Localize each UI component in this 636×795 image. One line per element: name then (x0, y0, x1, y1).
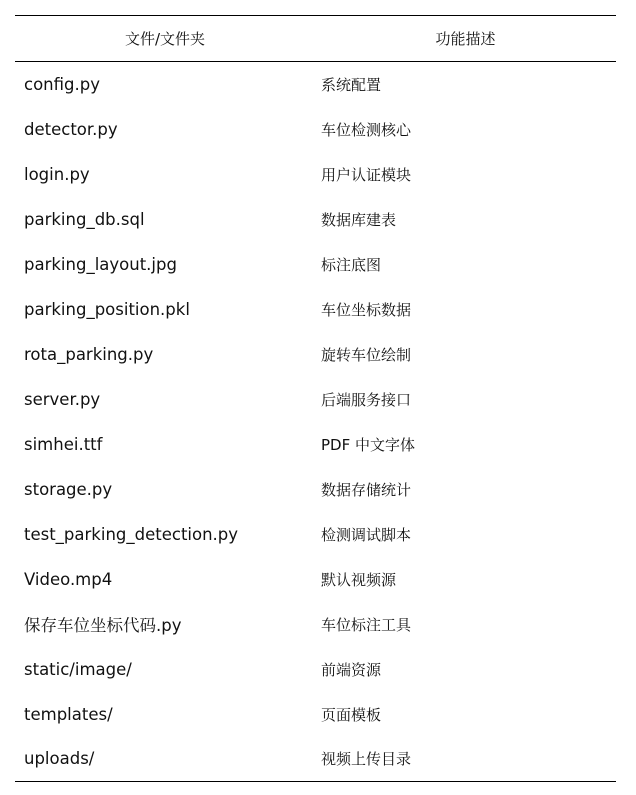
table-row (15, 737, 616, 782)
description-cell: 前端资源 (321, 660, 382, 679)
file-name-cell: parking_db.sql (24, 209, 145, 229)
table-header (15, 16, 616, 62)
table-row (15, 512, 616, 557)
file-name-cell: config.py (24, 74, 100, 94)
description-cell: 数据存储统计 (321, 480, 412, 499)
table-row (15, 197, 616, 242)
file-name-cell: uploads/ (15, 737, 315, 782)
file-name-cell: templates/ (24, 704, 113, 724)
file-description-table-container (15, 15, 616, 782)
table-row (15, 377, 616, 422)
description-cell: 默认视频源 (321, 570, 397, 589)
file-name-cell: 保存车位坐标代码.py (24, 616, 182, 635)
description-cell: 系统配置 (321, 75, 382, 94)
description-cell: 后端服务接口 (321, 390, 412, 409)
file-name-cell: static/image/ (24, 659, 132, 679)
table-row (15, 107, 616, 152)
table-row (15, 332, 616, 377)
table-body (15, 62, 616, 782)
description-cell: 标注底图 (321, 255, 382, 274)
description-cell: 旋转车位绘制 (321, 345, 412, 364)
description-cell: 车位检测核心 (321, 120, 412, 139)
description-cell: 页面模板 (321, 705, 382, 724)
header-description: 功能描述 (315, 16, 616, 62)
description-cell: 车位坐标数据 (321, 300, 412, 319)
table-row (15, 602, 616, 647)
description-cell: 检测调试脚本 (321, 525, 412, 544)
file-name-cell: rota_parking.py (24, 344, 154, 364)
table-row (15, 287, 616, 332)
header-file-folder: 文件/文件夹 (15, 16, 315, 62)
description-cell: PDF 中文字体 (321, 435, 415, 454)
table-row (15, 557, 616, 602)
file-name-cell: parking_layout.jpg (24, 254, 177, 274)
header-row (15, 16, 616, 62)
description-cell: 车位标注工具 (321, 615, 412, 634)
table-row (15, 152, 616, 197)
table-row (15, 692, 616, 737)
file-name-cell: detector.py (24, 119, 118, 139)
table-row (15, 62, 616, 107)
table-row (15, 467, 616, 512)
table-row (15, 422, 616, 467)
file-name-cell: storage.py (24, 479, 113, 499)
file-description-table (15, 15, 616, 782)
file-name-cell: simhei.ttf (24, 434, 103, 454)
file-name-cell: login.py (24, 164, 90, 184)
description-cell: 数据库建表 (321, 210, 397, 229)
table-row (15, 647, 616, 692)
file-name-cell: test_parking_detection.py (24, 524, 239, 544)
file-name-cell: server.py (24, 389, 101, 409)
description-cell: 用户认证模块 (321, 165, 412, 184)
description-cell: 视频上传目录 (315, 737, 616, 782)
file-name-cell: Video.mp4 (24, 569, 113, 589)
file-name-cell: parking_position.pkl (24, 299, 190, 319)
table-row (15, 242, 616, 287)
